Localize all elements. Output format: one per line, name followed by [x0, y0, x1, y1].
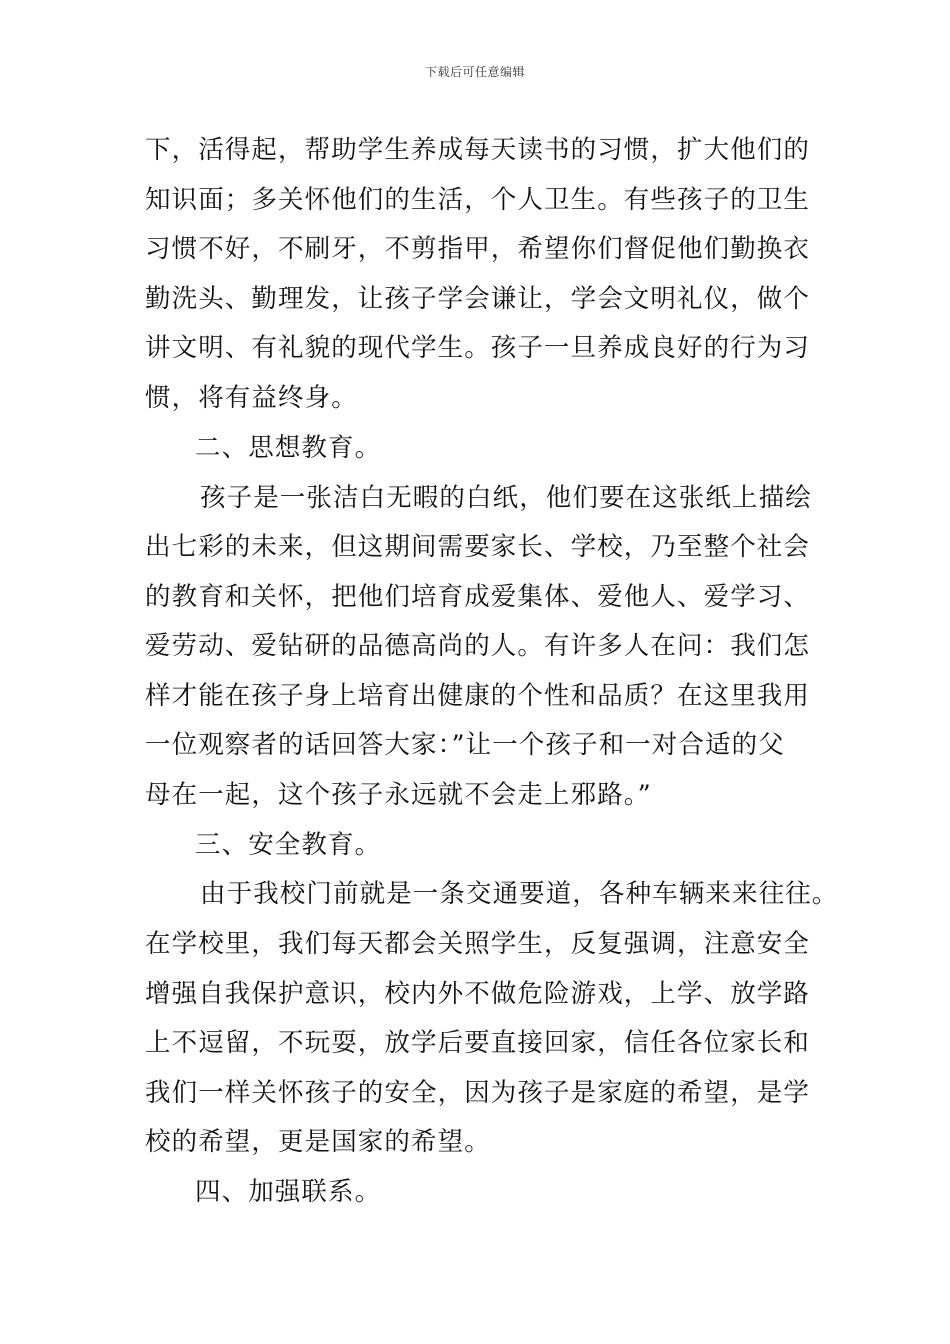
body-line: 爱劳动、爱钻研的品德高尚的人。有许多人在问：我们怎 — [145, 631, 811, 661]
body-line: 下，活得起，帮助学生养成每天读书的习惯，扩大他们的 — [145, 135, 811, 165]
section-heading: 二、思想教育。 — [195, 433, 382, 463]
body-line: 出七彩的未来，但这期间需要家长、学校，乃至整个社会 — [145, 532, 811, 562]
body-line: 的教育和关怀，把他们培育成爱集体、爱他人、爱学习、 — [145, 582, 811, 612]
body-line: 习惯不好，不刷牙，不剪指甲，希望你们督促他们勤换衣 — [145, 234, 811, 264]
body-line: 知识面；多关怀他们的生活，个人卫生。有些孩子的卫生 — [145, 185, 811, 215]
body-line: 讲文明、有礼貌的现代学生。孩子一旦养成良好的行为习 — [145, 333, 811, 363]
page-header: 下载后可任意编辑 — [424, 65, 525, 79]
body-line: 校的希望，更是国家的希望。 — [145, 1127, 491, 1157]
body-line: 母在一起，这个孩子永远就不会走上邪路。” — [145, 780, 652, 810]
paragraph-first-line: 孩子是一张洁白无暇的白纸，他们要在这张纸上描绘 — [200, 483, 812, 513]
body-line: 样才能在孩子身上培育出健康的个性和品质？在这里我用 — [145, 681, 811, 711]
body-line: 在学校里，我们每天都会关照学生，反复强调，注意安全 — [145, 929, 811, 959]
section-heading: 三、安全教育。 — [195, 830, 382, 860]
paragraph-first-line: 由于我校门前就是一条交通要道，各种车辆来来往往。 — [200, 879, 839, 909]
body-line: 我们一样关怀孩子的安全，因为孩子是家庭的希望，是学 — [145, 1078, 811, 1108]
body-line: 勤洗头、勤理发，让孩子学会谦让，学会文明礼仪，做个 — [145, 284, 811, 314]
body-line: 增强自我保护意识，校内外不做危险游戏，上学、放学路 — [145, 979, 811, 1009]
section-heading: 四、加强联系。 — [195, 1177, 382, 1207]
body-line: 一位观察者的话回答大家：”让一个孩子和一对合适的父 — [145, 730, 785, 760]
body-line: 惯，将有益终身。 — [145, 383, 358, 413]
body-line: 上不逗留，不玩耍，放学后要直接回家，信任各位家长和 — [145, 1028, 811, 1058]
